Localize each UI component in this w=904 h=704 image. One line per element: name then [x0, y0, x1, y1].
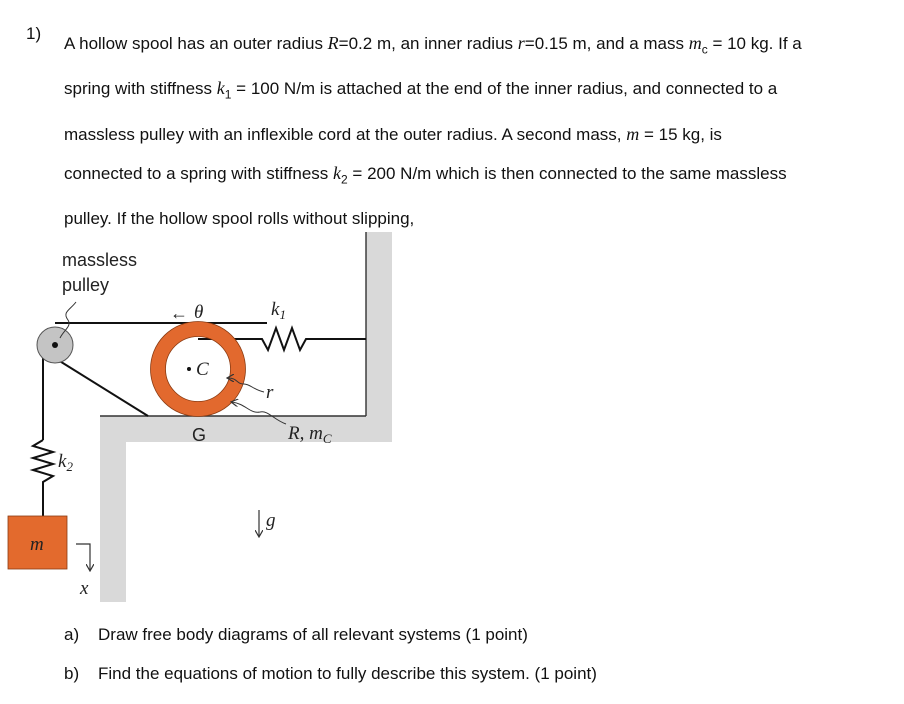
problem-line-4: connected to a spring with stiffness $k_2 = 200$ N/m which is then connected to the same massless: [64, 162, 787, 187]
x-label: x: [80, 578, 89, 599]
problem-text: [64, 24, 896, 238]
theta-arrow: ←: [170, 303, 188, 323]
question-b-text: Find the equations of motion to fully describe this system. (1 point): [98, 664, 597, 683]
question-a-label: a): [64, 625, 80, 644]
gravity-label: g: [266, 510, 276, 531]
inner-radius-label: r: [266, 382, 274, 403]
problem-number: 1): [26, 24, 42, 43]
spool-center-point: [187, 367, 191, 371]
pulley-label-line1: massless: [62, 250, 138, 270]
question-a-text: Draw free body diagrams of all relevant systems (1 point): [98, 625, 528, 644]
outer-radius-mass-label: R, $m_C$: [288, 423, 332, 446]
problem-line-5: pulley. If the hollow spool rolls without slipping,: [64, 209, 415, 229]
problem-line-2: spring with stiffness $k_1 = 100$ N/m is attached at the end of the inner radius, and connected to a: [64, 78, 778, 102]
pulley-label-line2: pulley: [62, 275, 110, 295]
pulley-axle: [52, 342, 58, 348]
problem-line-1: A hollow spool has an outer radius R=0.2 m, an inner radius r=0.15 m, and a mass $m_c = 10$ kg. If a: [64, 33, 802, 57]
x-direction-arrow: [76, 544, 90, 570]
k2-label: $k_2$: [58, 451, 73, 474]
spring-k2: [33, 440, 53, 516]
theta-label: θ: [194, 302, 204, 323]
k1-label: $k_1$: [271, 299, 286, 322]
mechanism-diagram: [0, 220, 904, 610]
problem-line-3: massless pulley with an inflexible cord at the outer radius. A second mass, m = 15 kg, is: [64, 123, 722, 144]
ground-wall: [100, 232, 392, 602]
mass-label: m: [30, 534, 44, 555]
contact-point-label: G: [192, 425, 207, 445]
question-b-label: b): [64, 664, 80, 683]
center-label: C: [196, 359, 209, 380]
diagonal-cord: [58, 360, 148, 416]
